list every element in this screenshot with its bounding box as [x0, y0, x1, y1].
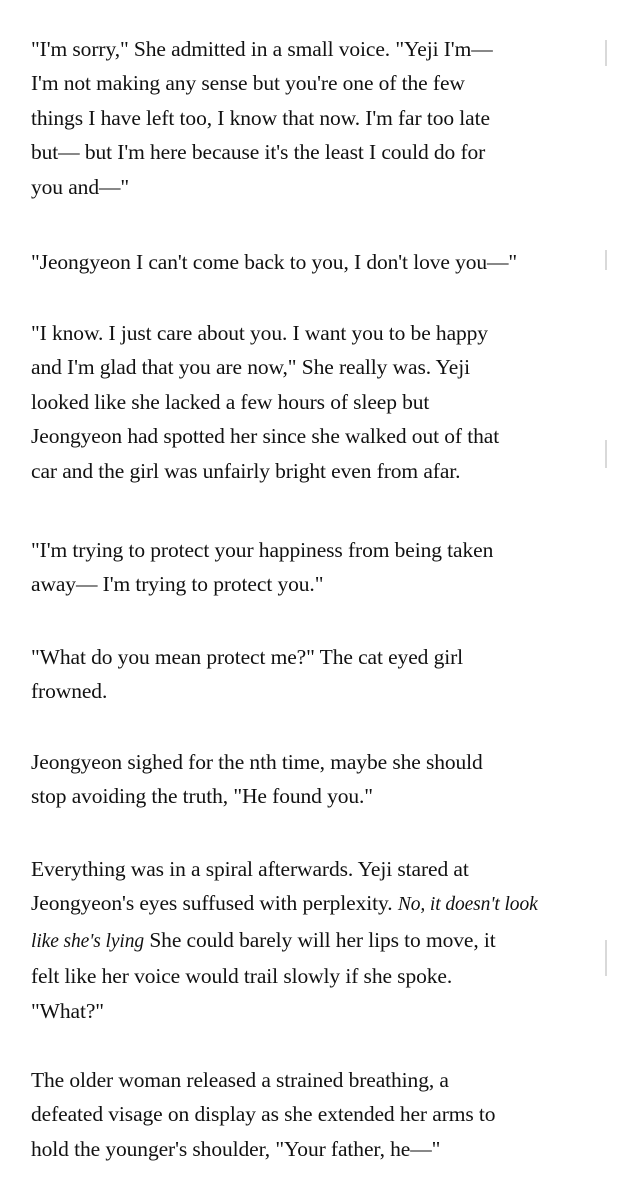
italic-thought: No, it doesn't look: [397, 894, 538, 916]
text-line: frowned.: [31, 679, 108, 704]
text-line: felt like her voice would trail slowly if she spoke.: [31, 964, 453, 989]
paragraph: [31, 1063, 601, 1166]
paragraph: [31, 533, 601, 602]
edge-mark: [605, 940, 607, 976]
text-line: "Jeongyeon I can't come back to you, I don't love you—": [31, 250, 518, 274]
paragraph: [31, 745, 601, 814]
paragraph: [31, 640, 601, 709]
text-line: "I'm trying to protect your happiness from being taken: [31, 538, 494, 562]
text-line: things I have left too, I know that now. I'm far too late: [31, 105, 490, 130]
edge-mark: [605, 250, 607, 270]
text-line: defeated visage on display as she extended her arms to: [31, 1102, 496, 1127]
paragraph: [31, 32, 601, 204]
paragraph: [31, 245, 601, 279]
text-line: [31, 886, 601, 922]
text-line: Jeongyeon had spotted her since she walked out of that: [31, 424, 500, 449]
text-line: The older woman released a strained breathing, a: [31, 1068, 449, 1092]
text-segment: She could barely will her lips to move, it: [144, 927, 496, 952]
text-line: stop avoiding the truth, "He found you.": [31, 784, 373, 809]
text-line: "What?": [31, 998, 104, 1023]
text-line: but— but I'm here because it's the least I could do for: [31, 140, 486, 165]
text-line: away— I'm trying to protect you.": [31, 572, 324, 597]
text-line: I'm not making any sense but you're one of the few: [31, 71, 465, 96]
text-line: Everything was in a spiral afterwards. Yeji stared at: [31, 857, 469, 881]
text-line: and I'm glad that you are now," She really was. Yeji: [31, 355, 470, 380]
text-line: Jeongyeon sighed for the nth time, maybe she should: [31, 750, 483, 774]
text-line: "What do you mean protect me?" The cat eyed girl: [31, 645, 464, 669]
text-line: looked like she lacked a few hours of sleep but: [31, 389, 430, 414]
edge-mark: [605, 440, 607, 468]
text-line: "I know. I just care about you. I want you to be happy: [31, 321, 488, 345]
text-line: car and the girl was unfairly bright even from afar.: [31, 458, 461, 483]
text-line: "I'm sorry," She admitted in a small voice. "Yeji I'm—: [31, 37, 493, 61]
italic-thought: like she's lying: [31, 930, 145, 952]
text-line: hold the younger's shoulder, "Your father, he—": [31, 1136, 441, 1161]
text-line: you and—": [31, 174, 130, 199]
edge-mark: [605, 40, 607, 66]
paragraph: [31, 316, 601, 488]
paragraph: [31, 852, 601, 1028]
text-segment: Jeongyeon's eyes suffused with perplexity.: [31, 891, 393, 916]
text-line: [31, 923, 601, 959]
